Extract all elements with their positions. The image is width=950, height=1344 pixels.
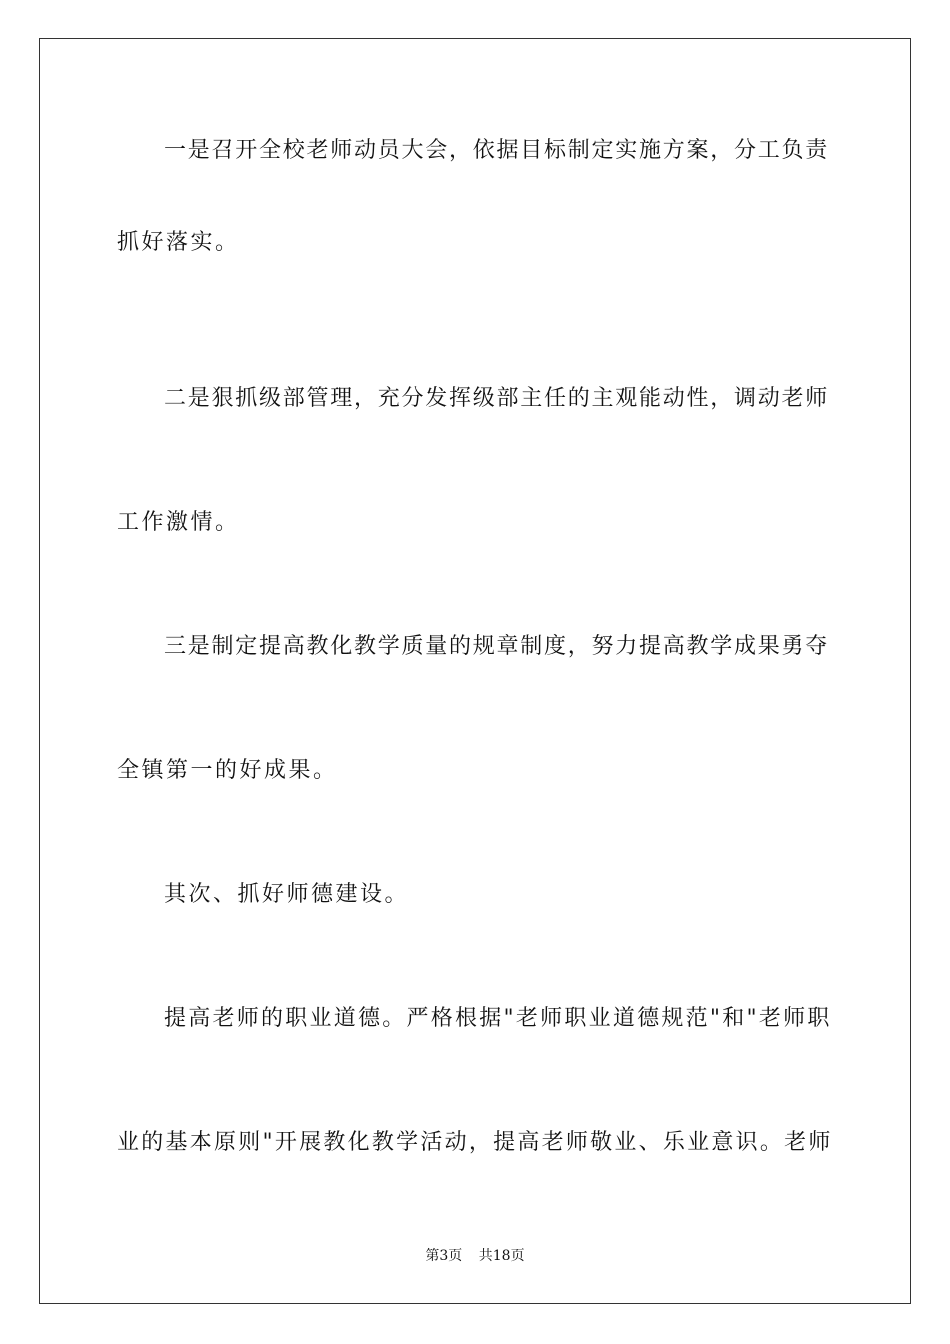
paragraph-5-line-1: 提高老师的职业道德。严格根据"老师职业道德规范"和"老师职	[164, 1006, 832, 1031]
page-number: 第3页	[425, 1248, 463, 1264]
paragraph-5-line-2: 业的基本原则"开展教化教学活动，提高老师敬业、乐业意识。老师	[117, 1130, 833, 1155]
paragraph-2-line-1: 二是狠抓级部管理，充分发挥级部主任的主观能动性，调动老师	[164, 386, 830, 411]
paragraph-2-line-2: 工作激情。	[117, 510, 240, 535]
page-total: 共18页	[478, 1248, 525, 1264]
paragraph-1-line-2: 抓好落实。	[117, 230, 240, 255]
paragraph-4-line-1: 其次、抓好师德建设。	[164, 882, 410, 907]
paragraph-3-line-1: 三是制定提高教化教学质量的规章制度，努力提高教学成果勇夺	[164, 634, 830, 659]
paragraph-3-line-2: 全镇第一的好成果。	[117, 758, 338, 783]
paragraph-1-line-1: 一是召开全校老师动员大会，依据目标制定实施方案，分工负责	[164, 138, 830, 163]
page-footer	[0, 1246, 950, 1266]
